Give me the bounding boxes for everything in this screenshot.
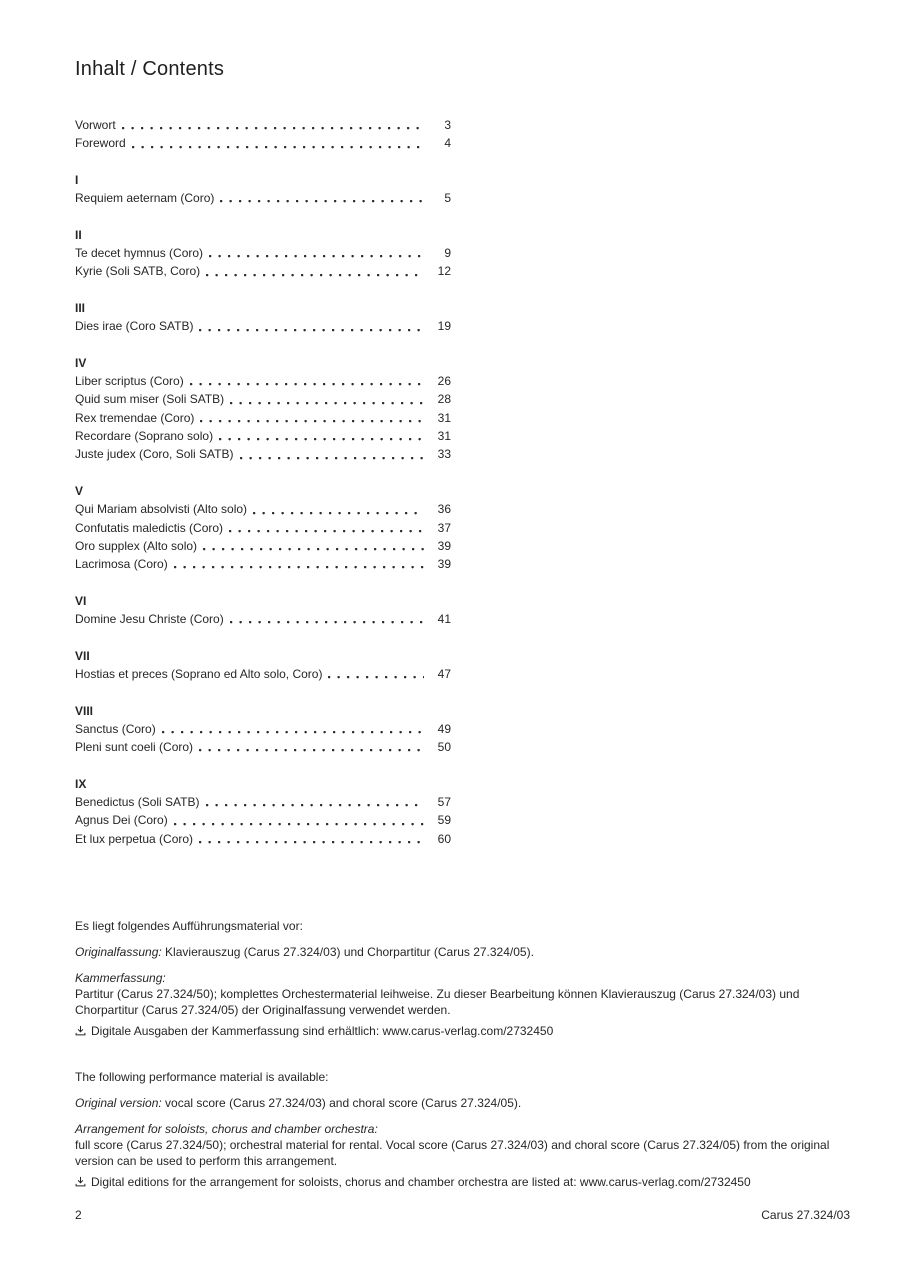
- en-intro-line: The following performance material is available:: [75, 1070, 329, 1084]
- toc-entry-page: 5: [444, 191, 451, 206]
- toc-leader-dots: [132, 146, 424, 149]
- toc-section: [75, 592, 451, 629]
- toc-entry: [75, 811, 451, 829]
- toc-section-items: [75, 189, 451, 207]
- toc-leader-dots: [162, 731, 424, 734]
- toc-section: [75, 775, 451, 848]
- toc-leader-dots: [220, 200, 424, 203]
- toc-entry-page: 60: [437, 831, 451, 846]
- toc-section-numeral: VI: [75, 593, 87, 608]
- toc-leader-dots: [206, 804, 425, 807]
- german-materials-block: [75, 918, 851, 1039]
- toc-entry-label: Liber scriptus (Coro): [75, 374, 184, 389]
- toc-entry-page: 59: [437, 813, 451, 828]
- de-original-version-line: [75, 944, 851, 960]
- toc-entry-page: 31: [437, 429, 451, 444]
- toc-section-numeral: VIII: [75, 703, 94, 718]
- en-original-version-line: [75, 1095, 851, 1111]
- en-digital-editions-line: [75, 1174, 851, 1190]
- toc-entry-label: Qui Mariam absolvisti (Alto solo): [75, 502, 248, 517]
- toc-section-numeral: IX: [75, 776, 87, 791]
- toc-section-numeral: II: [75, 227, 82, 242]
- toc-leader-dots: [230, 402, 424, 405]
- en-original-text: vocal score (Carus 27.324/03) and choral score (Carus 27.324/05).: [161, 1096, 522, 1110]
- toc-section-items: [75, 500, 451, 573]
- en-digital-text: Digital editions for the arrangement for soloists, chorus and chamber orchestra are listed at: www.carus-verlag.com/2732450: [91, 1175, 751, 1189]
- toc-entry-page: 50: [437, 740, 451, 755]
- toc-entry-label: Agnus Dei (Coro): [75, 813, 168, 828]
- toc-entry-page: 39: [437, 557, 451, 572]
- toc-leader-dots: [200, 420, 424, 423]
- de-chamber-version-paragraph: [75, 970, 851, 1018]
- toc-entry-label: Hostias et preces (Soprano ed Alto solo, Coro): [75, 666, 323, 681]
- toc-entry-label: Vorwort: [75, 118, 116, 132]
- toc-entry-label: Quid sum miser (Soli SATB): [75, 392, 225, 407]
- toc-entry: [75, 409, 451, 427]
- footer-edition-number: Carus 27.324/03: [761, 1208, 850, 1222]
- de-original-label: Originalfassung:: [75, 945, 162, 959]
- toc-section-numeral: VII: [75, 648, 90, 663]
- toc-entry-page: 31: [437, 410, 451, 425]
- en-arrangement-text: full score (Carus 27.324/50); orchestral material for rental. Vocal score (Carus 27.324/03) and choral score (Carus 27.324/05) from the original version can be used to perform this arrangement.: [75, 1138, 830, 1168]
- toc-entry-page: 57: [437, 794, 451, 809]
- toc-entry-label: Foreword: [75, 136, 126, 151]
- toc-leader-dots: [253, 512, 424, 515]
- en-original-label: Original version:: [75, 1096, 162, 1110]
- table-of-contents: [75, 116, 451, 848]
- toc-entry-page: 3: [444, 118, 451, 132]
- toc-entry-page: 28: [437, 392, 451, 407]
- toc-entry-label: Dies irae (Coro SATB): [75, 319, 194, 334]
- download-icon: [75, 1025, 86, 1036]
- toc-entry-label: Kyrie (Soli SATB, Coro): [75, 264, 201, 279]
- toc-section-items: [75, 720, 451, 757]
- toc-entry: [75, 372, 451, 390]
- toc-leader-dots: [190, 383, 424, 386]
- toc-entry: [75, 537, 451, 555]
- toc-leader-dots: [174, 823, 424, 826]
- de-digital-editions-line: [75, 1023, 851, 1039]
- toc-section-items: [75, 317, 451, 335]
- toc-leader-dots: [203, 548, 424, 551]
- de-original-text: Klavierauszug (Carus 27.324/03) und Chorpartitur (Carus 27.324/05).: [161, 945, 534, 959]
- toc-leader-dots: [240, 457, 424, 460]
- toc-leader-dots: [230, 621, 424, 624]
- english-materials-block: [75, 1069, 851, 1190]
- toc-entry: [75, 244, 451, 262]
- toc-section: [75, 354, 451, 464]
- toc-entry-label: Oro supplex (Alto solo): [75, 538, 198, 553]
- toc-entry-page: 12: [437, 264, 451, 279]
- toc-entry: [75, 519, 451, 537]
- en-arrangement-label: Arrangement for soloists, chorus and chamber orchestra:: [75, 1122, 378, 1136]
- toc-entry-label: Domine Jesu Christe (Coro): [75, 612, 224, 627]
- footer-page-number: 2: [75, 1208, 82, 1222]
- toc-section: [75, 482, 451, 573]
- toc-entry: [75, 445, 451, 463]
- de-chamber-label: Kammerfassung:: [75, 971, 166, 985]
- toc-section-numeral: III: [75, 300, 86, 315]
- toc-entry-label: Requiem aeternam (Coro): [75, 191, 215, 206]
- de-intro-line: Es liegt folgendes Aufführungsmaterial vor:: [75, 919, 303, 933]
- toc-section-numeral: I: [75, 172, 79, 187]
- toc-section-numeral: V: [75, 483, 84, 498]
- download-icon: [75, 1176, 86, 1187]
- toc-entry: [75, 720, 451, 738]
- toc-leader-dots: [328, 676, 424, 679]
- toc-leader-dots: [209, 255, 424, 258]
- en-arrangement-paragraph: [75, 1121, 851, 1169]
- toc-section: [75, 702, 451, 757]
- toc-entry-page: 37: [437, 520, 451, 535]
- toc-entry: [75, 189, 451, 207]
- toc-entry: [75, 134, 451, 152]
- toc-leader-dots: [219, 438, 424, 441]
- toc-section-items: [75, 610, 451, 628]
- toc-entry-page: 19: [437, 319, 451, 334]
- toc-entry: [75, 500, 451, 518]
- page-footer: [75, 1208, 850, 1222]
- toc-section-items: [75, 665, 451, 683]
- toc-entry-page: 4: [444, 136, 451, 151]
- toc-leader-dots: [229, 530, 424, 533]
- toc-entry: [75, 427, 451, 445]
- toc-section-items: [75, 244, 451, 281]
- toc-entry: [75, 317, 451, 335]
- toc-entry-page: 33: [437, 447, 451, 462]
- page-title: Inhalt / Contents: [75, 58, 225, 80]
- toc-entry: [75, 830, 451, 848]
- toc-leader-dots: [199, 749, 424, 752]
- toc-entry: [75, 665, 451, 683]
- toc-entry: [75, 610, 451, 628]
- toc-section-items: [75, 793, 451, 848]
- toc-leader-dots: [206, 274, 424, 277]
- toc-entry-page: 41: [437, 612, 451, 627]
- toc-sections: [75, 171, 451, 848]
- toc-leader-dots: [199, 841, 424, 844]
- toc-entry: [75, 116, 451, 134]
- toc-entry-label: Pleni sunt coeli (Coro): [75, 740, 194, 755]
- de-digital-text: Digitale Ausgaben der Kammerfassung sind erhältlich: www.carus-verlag.com/2732450: [91, 1024, 554, 1038]
- toc-front-matter: [75, 116, 451, 153]
- toc-entry: [75, 793, 451, 811]
- toc-entry-label: Sanctus (Coro): [75, 721, 156, 736]
- toc-entry-page: 36: [437, 502, 451, 517]
- toc-section-items: [75, 372, 451, 463]
- toc-leader-dots: [174, 566, 424, 569]
- toc-entry-label: Te decet hymnus (Coro): [75, 246, 204, 261]
- toc-entry-label: Et lux perpetua (Coro): [75, 831, 194, 846]
- toc-entry-page: 9: [444, 246, 451, 261]
- toc-section: [75, 299, 451, 336]
- toc-entry: [75, 555, 451, 573]
- toc-section: [75, 171, 451, 208]
- toc-entry: [75, 262, 451, 280]
- toc-entry-label: Lacrimosa (Coro): [75, 557, 168, 572]
- toc-entry: [75, 390, 451, 408]
- toc-section: [75, 647, 451, 684]
- toc-entry-page: 49: [437, 721, 451, 736]
- toc-leader-dots: [199, 329, 424, 332]
- toc-section: [75, 226, 451, 281]
- toc-entry-page: 47: [437, 666, 451, 681]
- toc-entry-page: 39: [437, 538, 451, 553]
- toc-entry: [75, 738, 451, 756]
- toc-entry-label: Juste judex (Coro, Soli SATB): [75, 447, 234, 462]
- toc-leader-dots: [122, 127, 424, 130]
- toc-entry-label: Rex tremendae (Coro): [75, 410, 195, 425]
- de-chamber-text: Partitur (Carus 27.324/50); komplettes Orchestermaterial leihweise. Zu dieser Bearbeitung können Klavierauszug (Carus 27.324/03) und Chorpartitur (Carus 27.324/05) der Originalfassung verwendet werden.: [75, 987, 800, 1017]
- toc-entry-label: Confutatis maledictis (Coro): [75, 520, 224, 535]
- toc-section-numeral: IV: [75, 355, 87, 370]
- toc-entry-label: Recordare (Soprano solo): [75, 429, 214, 444]
- toc-entry-page: 26: [437, 374, 451, 389]
- toc-entry-label: Benedictus (Soli SATB): [75, 794, 200, 809]
